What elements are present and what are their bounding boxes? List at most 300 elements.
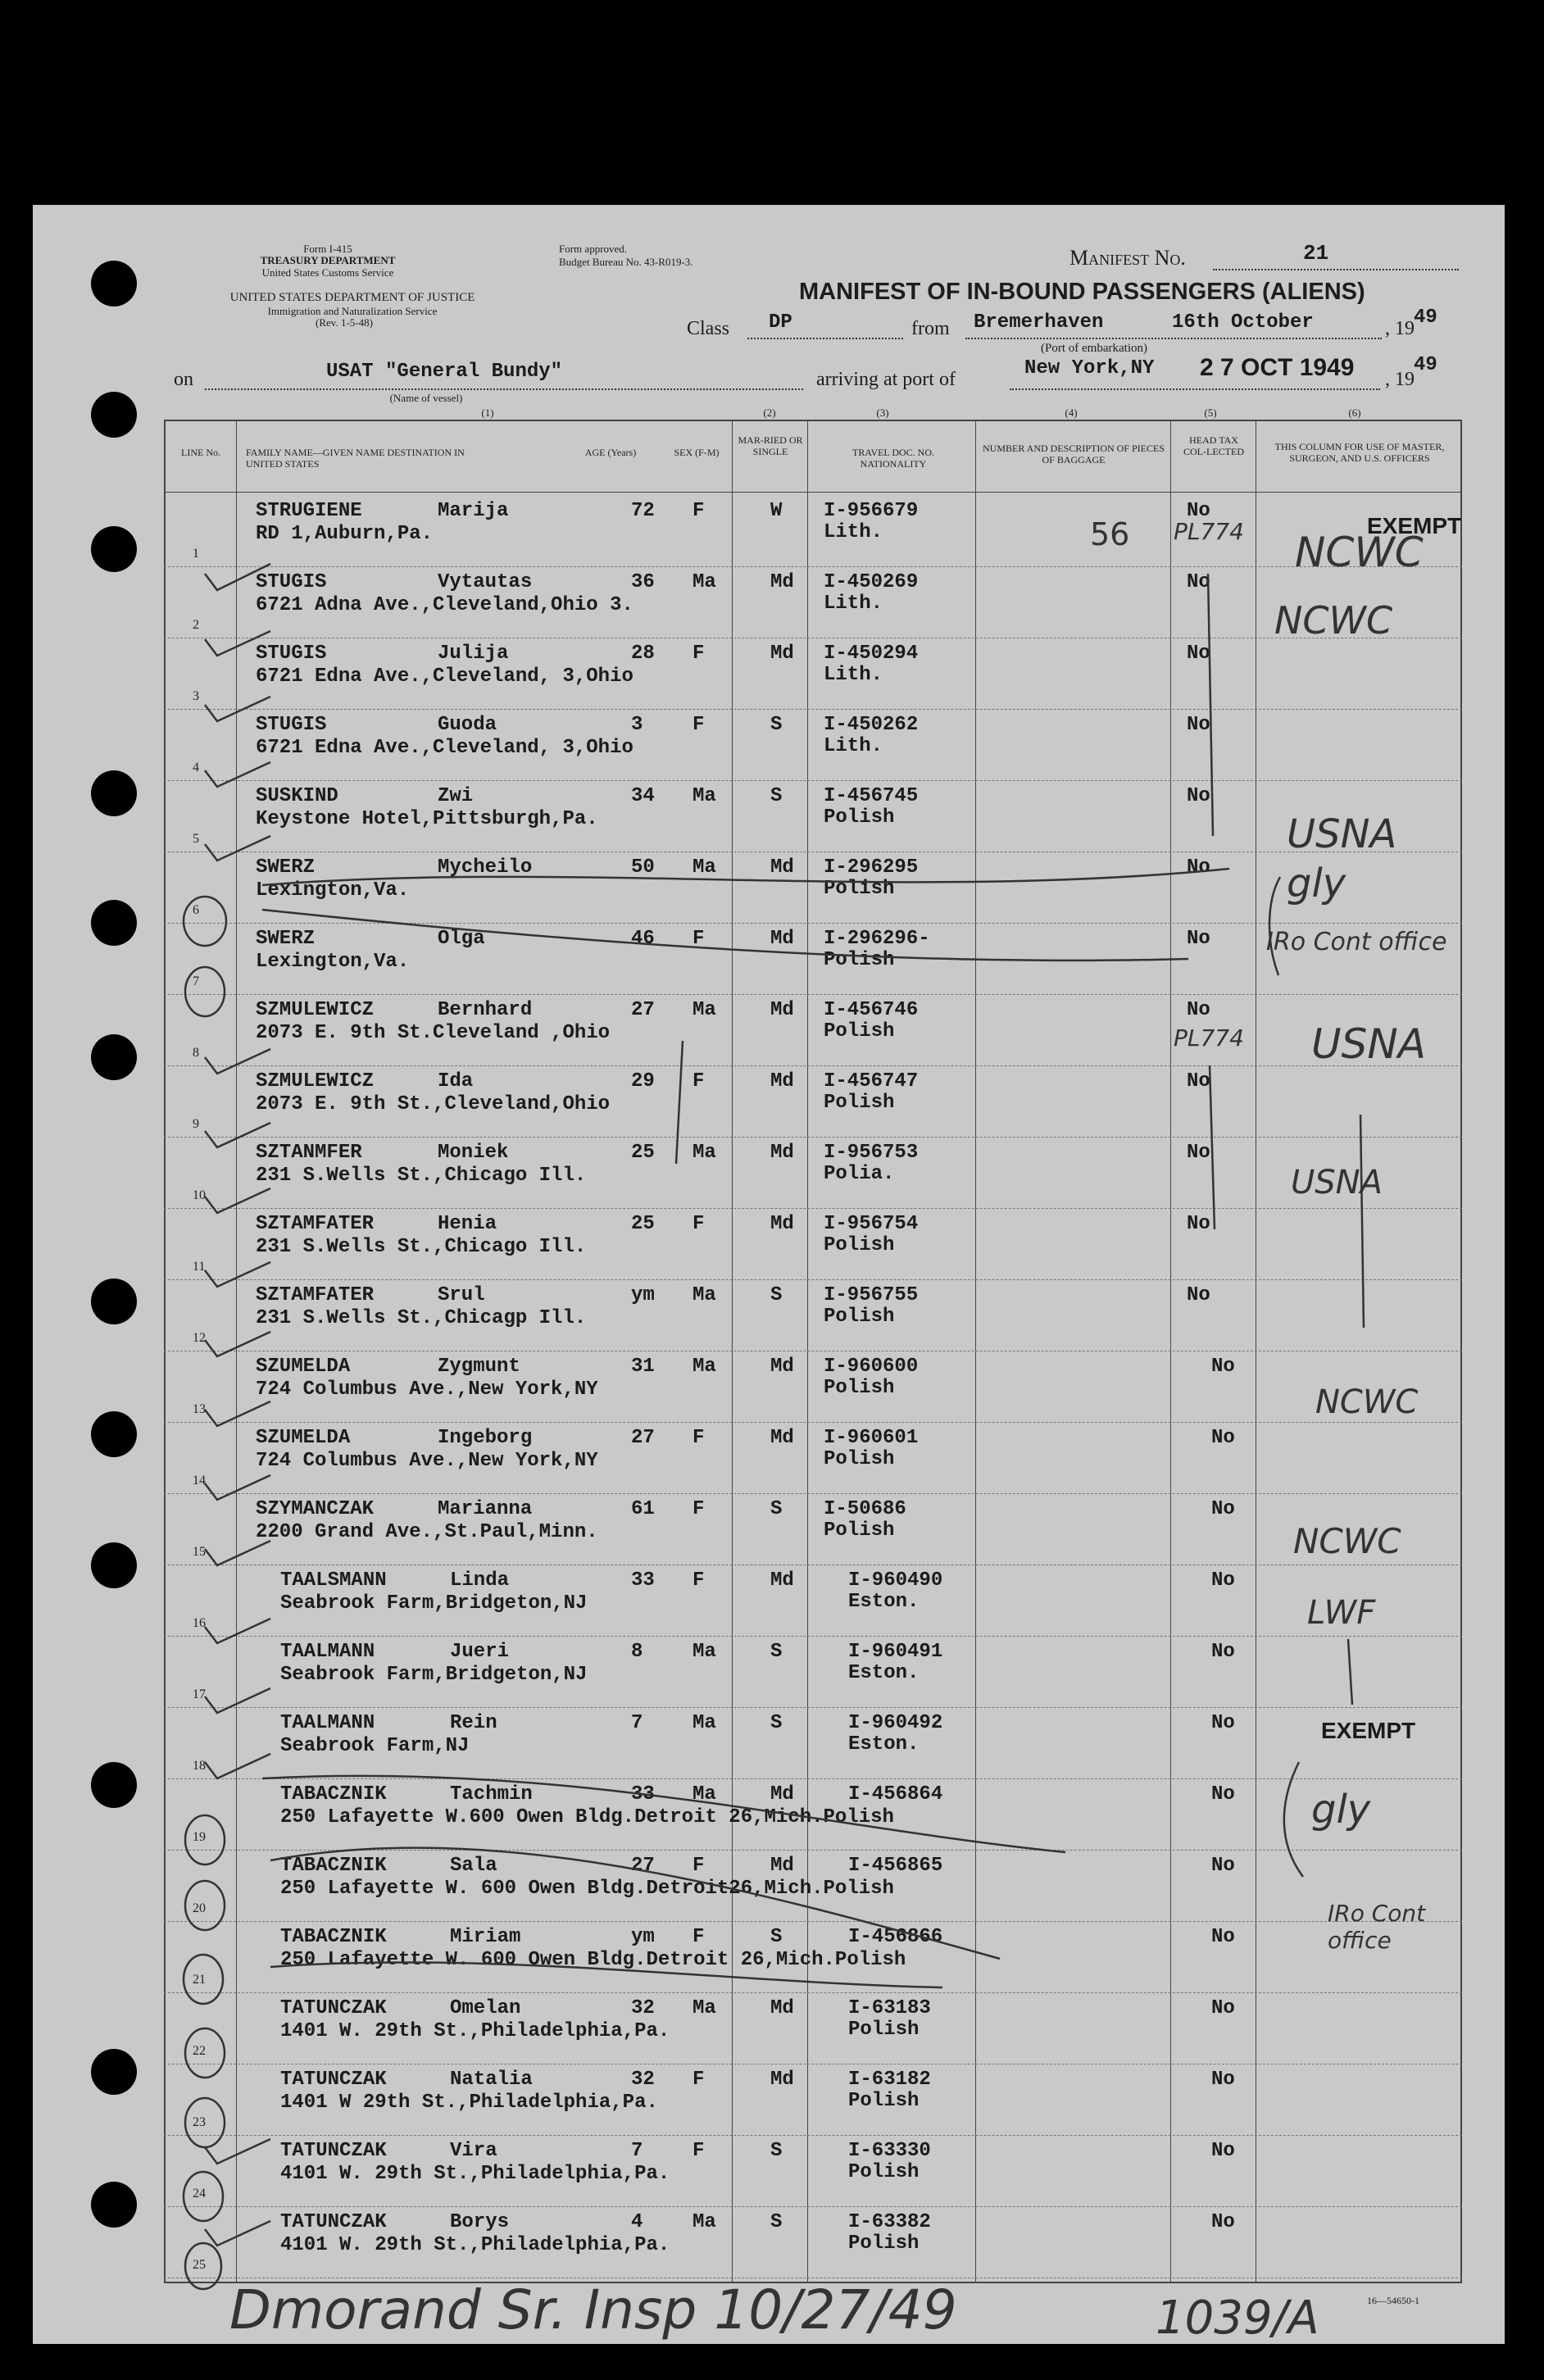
marital-status: S bbox=[770, 1284, 783, 1306]
head-tax: No bbox=[1187, 1070, 1210, 1092]
travel-doc-no: I-956755 bbox=[824, 1284, 919, 1306]
col-head-tax: HEAD TAX COL-LECTED bbox=[1183, 434, 1244, 457]
nationality: Lith. bbox=[824, 735, 883, 757]
agency-note: USNA bbox=[1287, 811, 1397, 857]
marital-status: S bbox=[770, 1498, 783, 1520]
line-number: 7 bbox=[193, 974, 199, 988]
arrival-year-suffix: 49 bbox=[1414, 354, 1437, 376]
row-separator bbox=[164, 1921, 1462, 1922]
initials: gly bbox=[1311, 1787, 1371, 1833]
row-separator bbox=[164, 1065, 1462, 1066]
given-name: Mycheilo bbox=[438, 856, 533, 879]
given-name: Zwi bbox=[438, 785, 474, 807]
col-head-married: MAR-RIED OR SINGLE bbox=[738, 434, 803, 457]
marital-status: Md bbox=[770, 1142, 794, 1164]
sex: F bbox=[693, 1855, 705, 1877]
destination: Seabrook Farm,Bridgeton,NJ bbox=[280, 1664, 588, 1686]
customs-service: United States Customs Service bbox=[261, 266, 394, 279]
justice-dept: UNITED STATES DEPARTMENT OF JUSTICE bbox=[229, 291, 475, 304]
travel-doc-no: I-63382 bbox=[848, 2211, 931, 2233]
age: 27 bbox=[631, 1855, 655, 1877]
line-number: 25 bbox=[193, 2258, 206, 2272]
given-name: Moniek bbox=[438, 1142, 509, 1164]
given-name: Tachmin bbox=[450, 1783, 533, 1805]
given-name: Ida bbox=[438, 1070, 474, 1092]
age: 33 bbox=[631, 1783, 655, 1805]
vessel-name: USAT "General Bundy" bbox=[326, 361, 563, 383]
col-head-travel: TRAVEL DOC. NO. NATIONALITY bbox=[851, 447, 934, 470]
page-note: 1039/A bbox=[1156, 2291, 1319, 2345]
sex: Ma bbox=[693, 1356, 716, 1378]
nationality: Lith. bbox=[824, 521, 883, 543]
embarkation-date: 16th October bbox=[1172, 311, 1314, 334]
pl-mark: PL774 bbox=[1174, 1024, 1244, 1051]
given-name: Henia bbox=[438, 1213, 497, 1235]
given-name: Linda bbox=[450, 1569, 510, 1592]
family-name: SZYMANCZAK bbox=[256, 1498, 375, 1520]
line-number: 8 bbox=[193, 1046, 199, 1060]
head-tax: No bbox=[1187, 714, 1210, 736]
given-name: Omelan bbox=[450, 1997, 521, 2019]
marital-status: Md bbox=[770, 1427, 794, 1449]
given-name: Olga bbox=[438, 928, 485, 950]
marital-status: Md bbox=[770, 999, 794, 1021]
row-separator bbox=[164, 1279, 1462, 1280]
destination: 6721 Adna Ave.,Cleveland,Ohio 3. bbox=[256, 594, 633, 616]
travel-doc-no: I-63183 bbox=[848, 1997, 931, 2019]
age: 61 bbox=[631, 1498, 655, 1520]
marital-status: Md bbox=[770, 1070, 794, 1092]
sex: Ma bbox=[693, 2211, 716, 2233]
line-number: 22 bbox=[193, 2044, 206, 2058]
row-separator bbox=[164, 1707, 1462, 1708]
destination: Lexington,Va. bbox=[256, 879, 410, 902]
destination: Seabrook Farm,Bridgeton,NJ bbox=[280, 1592, 588, 1615]
age: 72 bbox=[631, 500, 655, 522]
sex: F bbox=[693, 2069, 705, 2091]
head-tax: No bbox=[1187, 1284, 1210, 1306]
age: ym bbox=[631, 1926, 655, 1948]
arrival-port: New York,NY bbox=[1024, 357, 1155, 379]
sex: F bbox=[693, 928, 705, 950]
sex: F bbox=[693, 1569, 705, 1592]
col-head-officers: THIS COLUMN FOR USE OF MASTER, SURGEON, AND U.S. OFFICERS bbox=[1274, 441, 1445, 464]
marital-status: Md bbox=[770, 2069, 794, 2091]
given-name: Bernhard bbox=[438, 999, 533, 1021]
marital-status: Md bbox=[770, 643, 794, 665]
given-name: Ingeborg bbox=[438, 1427, 533, 1449]
nationality: Polish bbox=[824, 1377, 895, 1399]
passenger-row bbox=[0, 1709, 1544, 1780]
form-revision: (Rev. 1-5-48) bbox=[316, 316, 373, 329]
head-tax: No bbox=[1187, 643, 1210, 665]
row-separator bbox=[164, 780, 1462, 781]
destination: 2073 E. 9th St.,Cleveland,Ohio bbox=[256, 1093, 611, 1115]
destination: 231 S.Wells St.,Chicago Ill. bbox=[256, 1236, 587, 1258]
col-num-6: (6) bbox=[1348, 407, 1361, 419]
nationality: Polish bbox=[848, 2019, 920, 2041]
travel-doc-no: I-450269 bbox=[824, 571, 919, 593]
row-separator bbox=[164, 923, 1462, 924]
head-tax: No bbox=[1187, 1213, 1210, 1235]
age: 46 bbox=[631, 928, 655, 950]
line-number: 21 bbox=[193, 1973, 206, 1987]
nationality: Polish bbox=[824, 1020, 895, 1042]
travel-doc-no: I-456747 bbox=[824, 1070, 919, 1092]
col-head-age: AGE (Years) bbox=[584, 447, 637, 458]
marital-status: S bbox=[770, 1712, 783, 1734]
marital-status: S bbox=[770, 2140, 783, 2162]
family-name: TABACZNIK bbox=[280, 1926, 387, 1948]
agency-note: NCWC bbox=[1295, 529, 1424, 576]
sex: F bbox=[693, 2140, 705, 2162]
destination: 1401 W 29th St.,Philadelphia,Pa. bbox=[280, 2092, 658, 2114]
destination: Seabrook Farm,NJ bbox=[280, 1735, 470, 1757]
family-name: SWERZ bbox=[256, 928, 316, 950]
agency-note: NCWC bbox=[1315, 1383, 1419, 1421]
destination: Lexington,Va. bbox=[256, 951, 410, 973]
head-tax: No bbox=[1211, 1569, 1235, 1592]
sex: F bbox=[693, 1926, 705, 1948]
form-code: 16—54650-1 bbox=[1367, 2295, 1419, 2306]
row-separator bbox=[164, 2135, 1462, 2136]
arrival-line bbox=[1010, 388, 1380, 390]
col-head-line: LINE No. bbox=[181, 447, 220, 458]
family-name: SZUMELDA bbox=[256, 1356, 351, 1378]
table-top-border bbox=[164, 420, 1462, 421]
marital-status: S bbox=[770, 2211, 783, 2233]
head-tax: No bbox=[1211, 2069, 1235, 2091]
given-name: Marianna bbox=[438, 1498, 533, 1520]
row-separator bbox=[164, 1850, 1462, 1851]
baggage-count: 56 bbox=[1090, 516, 1130, 552]
passenger-row bbox=[0, 2137, 1544, 2208]
marital-status: S bbox=[770, 785, 783, 807]
sex: Ma bbox=[693, 1142, 716, 1164]
head-tax: No bbox=[1211, 1855, 1235, 1877]
age: 27 bbox=[631, 1427, 655, 1449]
nationality: Polish bbox=[848, 2232, 920, 2255]
treasury-dept: TREASURY DEPARTMENT bbox=[260, 254, 396, 266]
given-name: Zygmunt bbox=[438, 1356, 520, 1378]
passenger-row bbox=[0, 1067, 1544, 1138]
form-approved: Form approved. bbox=[559, 243, 628, 255]
family-name: SZTAMFATER bbox=[256, 1213, 375, 1235]
age: 28 bbox=[631, 643, 655, 665]
marital-status: S bbox=[770, 1641, 783, 1663]
given-name: Guoda bbox=[438, 714, 497, 736]
row-separator bbox=[164, 1208, 1462, 1209]
travel-doc-no: I-296295 bbox=[824, 856, 919, 879]
age: 33 bbox=[631, 1569, 655, 1592]
family-name: TATUNCZAK bbox=[280, 2211, 387, 2233]
travel-doc-no: I-960601 bbox=[824, 1427, 919, 1449]
from-label: from bbox=[911, 318, 950, 339]
head-tax: No bbox=[1211, 1712, 1235, 1734]
sex: Ma bbox=[693, 856, 716, 879]
given-name: Jueri bbox=[450, 1641, 510, 1663]
destination: 2073 E. 9th St.Cleveland ,Ohio bbox=[256, 1022, 611, 1044]
head-tax: No bbox=[1187, 1142, 1210, 1164]
sex: Ma bbox=[693, 999, 716, 1021]
given-name: Vytautas bbox=[438, 571, 533, 593]
head-tax: No bbox=[1211, 1997, 1235, 2019]
nationality: Polish bbox=[848, 2161, 920, 2183]
sex: Ma bbox=[693, 1284, 716, 1306]
family-name: STUGIS bbox=[256, 571, 327, 593]
nationality: Polish bbox=[824, 949, 895, 971]
age: 34 bbox=[631, 785, 655, 807]
nationality: Polish bbox=[824, 1448, 895, 1470]
line-number: 6 bbox=[193, 903, 199, 917]
line-number: 18 bbox=[193, 1759, 206, 1773]
sex: Ma bbox=[693, 1783, 716, 1805]
family-name: TATUNCZAK bbox=[280, 2069, 387, 2091]
age: 32 bbox=[631, 1997, 655, 2019]
sex: Ma bbox=[693, 1712, 716, 1734]
nationality: Lith. bbox=[824, 593, 883, 615]
sex: F bbox=[693, 500, 705, 522]
line-number: 16 bbox=[193, 1616, 206, 1630]
col-head-name: FAMILY NAME—GIVEN NAME DESTINATION IN UNITED STATES bbox=[246, 447, 465, 470]
passenger-row bbox=[0, 639, 1544, 711]
line-number: 24 bbox=[193, 2187, 206, 2201]
marital-status: Md bbox=[770, 571, 794, 593]
line-number: 10 bbox=[193, 1188, 206, 1202]
travel-doc-no: I-296296- bbox=[824, 928, 930, 950]
manifest-no-label: Manifest No. bbox=[1069, 246, 1186, 270]
travel-doc-no: I-50686 bbox=[824, 1498, 906, 1520]
inspector-signature: Dmorand Sr. Insp 10/27/49 bbox=[229, 2278, 957, 2341]
sex: F bbox=[693, 714, 705, 736]
sex: Ma bbox=[693, 571, 716, 593]
head-tax: No bbox=[1211, 1641, 1235, 1663]
age: 7 bbox=[631, 1712, 643, 1734]
head-tax: No bbox=[1211, 2140, 1235, 2162]
destination: Keystone Hotel,Pittsburgh,Pa. bbox=[256, 808, 598, 830]
destination: RD 1,Auburn,Pa. bbox=[256, 523, 434, 545]
class-label: Class bbox=[687, 318, 730, 339]
row-separator bbox=[164, 709, 1462, 710]
form-number: Form I-415 bbox=[303, 243, 352, 255]
destination: 250 Lafayette W.600 Owen Bldg.Detroit 26,Mich.Polish bbox=[280, 1806, 894, 1828]
family-name: STRUGIENE bbox=[256, 500, 362, 522]
port-embarkation-caption: (Port of embarkation) bbox=[1041, 342, 1147, 355]
nationality: Polia. bbox=[824, 1163, 895, 1185]
age: 29 bbox=[631, 1070, 655, 1092]
family-name: TABACZNIK bbox=[280, 1855, 387, 1877]
destination: 250 Lafayette W. 600 Owen Bldg.Detroit26,Mich.Polish bbox=[280, 1878, 894, 1900]
col-head-baggage: NUMBER AND DESCRIPTION OF PIECES OF BAGGAGE bbox=[982, 443, 1165, 466]
family-name: SZTAMFATER bbox=[256, 1284, 375, 1306]
nationality: Polish bbox=[824, 806, 895, 829]
sex: F bbox=[693, 1213, 705, 1235]
agency-note: LWF bbox=[1307, 1594, 1376, 1632]
class-line bbox=[747, 338, 903, 339]
on-label: on bbox=[174, 369, 193, 390]
nationality: Polish bbox=[824, 1234, 895, 1256]
manifest-title: MANIFEST OF IN-BOUND PASSENGERS (ALIENS) bbox=[799, 279, 1365, 305]
line-number: 13 bbox=[193, 1402, 206, 1416]
punch-hole bbox=[91, 261, 137, 307]
marital-status: Md bbox=[770, 1356, 794, 1378]
vessel-caption: (Name of vessel) bbox=[389, 392, 463, 404]
head-tax: No bbox=[1187, 500, 1210, 522]
travel-doc-no: I-960492 bbox=[848, 1712, 943, 1734]
passenger-row bbox=[0, 1923, 1544, 1994]
marital-status: S bbox=[770, 714, 783, 736]
travel-doc-no: I-456746 bbox=[824, 999, 919, 1021]
sex: Ma bbox=[693, 1641, 716, 1663]
class-value: DP bbox=[769, 311, 792, 334]
nationality: Polish bbox=[824, 878, 895, 900]
destination: 231 S.Wells St.,Chicagp Ill. bbox=[256, 1307, 587, 1329]
travel-doc-no: I-63182 bbox=[848, 2069, 931, 2091]
iro-note: IRo Cont office bbox=[1266, 928, 1447, 956]
passenger-row bbox=[0, 1637, 1544, 1709]
row-separator bbox=[164, 994, 1462, 995]
travel-doc-no: I-63330 bbox=[848, 2140, 931, 2162]
given-name: Natalia bbox=[450, 2069, 533, 2091]
line-number: 15 bbox=[193, 1545, 206, 1559]
destination: 250 Lafayette W. 600 Owen Bldg.Detroit 26,Mich.Polish bbox=[280, 1949, 906, 1971]
iro-note: IRo Cont office bbox=[1328, 1900, 1426, 1954]
age: 25 bbox=[631, 1142, 655, 1164]
age: 3 bbox=[631, 714, 643, 736]
agency-note: USNA bbox=[1291, 1164, 1383, 1201]
col-num-3: (3) bbox=[876, 407, 889, 419]
marital-status: Md bbox=[770, 1783, 794, 1805]
nationality: Polish bbox=[824, 1519, 895, 1542]
budget-bureau: Budget Bureau No. 43-R019-3. bbox=[559, 256, 693, 268]
year-suffix: 49 bbox=[1414, 307, 1437, 329]
family-name: STUGIS bbox=[256, 643, 327, 665]
line-number: 12 bbox=[193, 1331, 206, 1345]
marital-status: Md bbox=[770, 1855, 794, 1877]
passenger-row bbox=[0, 1424, 1544, 1495]
age: 36 bbox=[631, 571, 655, 593]
line-number: 23 bbox=[193, 2115, 206, 2129]
arrival-date-stamp: 2 7 OCT 1949 bbox=[1200, 354, 1355, 381]
punch-hole bbox=[91, 392, 137, 438]
travel-doc-no: I-456745 bbox=[824, 785, 919, 807]
nationality: Polish bbox=[824, 1092, 895, 1114]
pl-mark: PL774 bbox=[1174, 518, 1244, 545]
nationality: Eston. bbox=[848, 1591, 920, 1613]
marital-status: W bbox=[770, 500, 783, 522]
head-tax: No bbox=[1187, 571, 1210, 593]
arriving-label: arriving at port of bbox=[816, 369, 956, 390]
sex: F bbox=[693, 643, 705, 665]
marital-status: Md bbox=[770, 1569, 794, 1592]
row-separator bbox=[164, 1992, 1462, 1993]
given-name: Julija bbox=[438, 643, 509, 665]
head-tax: No bbox=[1211, 1356, 1235, 1378]
destination: 231 S.Wells St.,Chicago Ill. bbox=[256, 1165, 587, 1187]
head-tax: No bbox=[1187, 785, 1210, 807]
initials: gly bbox=[1287, 861, 1346, 906]
family-name: TATUNCZAK bbox=[280, 2140, 387, 2162]
age: 25 bbox=[631, 1213, 655, 1235]
line-number: 20 bbox=[193, 1901, 206, 1915]
passenger-row bbox=[0, 1851, 1544, 1923]
row-separator bbox=[164, 1636, 1462, 1637]
head-tax: No bbox=[1187, 928, 1210, 950]
destination: 1401 W. 29th St.,Philadelphia,Pa. bbox=[280, 2020, 670, 2042]
passenger-row bbox=[0, 1352, 1544, 1424]
travel-doc-no: I-456864 bbox=[848, 1783, 943, 1805]
travel-doc-no: I-956753 bbox=[824, 1142, 919, 1164]
age: 32 bbox=[631, 2069, 655, 2091]
destination: 724 Columbus Ave.,New York,NY bbox=[256, 1378, 598, 1401]
travel-doc-no: I-956679 bbox=[824, 500, 919, 522]
row-separator bbox=[164, 566, 1462, 567]
travel-doc-no: I-456865 bbox=[848, 1855, 943, 1877]
row-separator bbox=[164, 1493, 1462, 1494]
col-num-5: (5) bbox=[1204, 407, 1217, 419]
from-line bbox=[965, 338, 1382, 339]
row-separator bbox=[164, 1778, 1462, 1779]
family-name: SZTANMFER bbox=[256, 1142, 362, 1164]
passenger-row bbox=[0, 2208, 1544, 2279]
line-number: 11 bbox=[193, 1260, 206, 1274]
family-name: SUSKIND bbox=[256, 785, 338, 807]
marital-status: Md bbox=[770, 1213, 794, 1235]
given-name: Marija bbox=[438, 500, 509, 522]
line-number: 4 bbox=[193, 761, 199, 774]
sex: Ma bbox=[693, 1997, 716, 2019]
nationality: Polish bbox=[848, 2090, 920, 2112]
col-num-2: (2) bbox=[763, 407, 776, 419]
nationality: Polish bbox=[824, 1306, 895, 1328]
family-name: SZMULEWICZ bbox=[256, 1070, 375, 1092]
family-name: SWERZ bbox=[256, 856, 316, 879]
passenger-row bbox=[0, 1210, 1544, 1281]
given-name: Rein bbox=[450, 1712, 497, 1734]
head-tax: No bbox=[1211, 2211, 1235, 2233]
age: ym bbox=[631, 1284, 655, 1306]
travel-doc-no: I-960491 bbox=[848, 1641, 943, 1663]
nationality: Lith. bbox=[824, 664, 883, 686]
travel-doc-no: I-956754 bbox=[824, 1213, 919, 1235]
destination: 6721 Edna Ave.,Cleveland, 3,Ohio bbox=[256, 737, 633, 759]
family-name: TATUNCZAK bbox=[280, 1997, 387, 2019]
col-head-sex: SEX (F-M) bbox=[674, 447, 720, 458]
given-name: Borys bbox=[450, 2211, 510, 2233]
line-number: 5 bbox=[193, 832, 199, 846]
family-name: SZUMELDA bbox=[256, 1427, 351, 1449]
marital-status: Md bbox=[770, 856, 794, 879]
year-prefix: , 19 bbox=[1385, 318, 1415, 339]
sex: F bbox=[693, 1427, 705, 1449]
destination: 724 Columbus Ave.,New York,NY bbox=[256, 1450, 598, 1472]
marital-status: Md bbox=[770, 928, 794, 950]
sex: Ma bbox=[693, 785, 716, 807]
age: 8 bbox=[631, 1641, 643, 1663]
agency-note: NCWC bbox=[1274, 598, 1393, 643]
row-separator bbox=[164, 2206, 1462, 2207]
nationality: Eston. bbox=[848, 1733, 920, 1755]
age: 27 bbox=[631, 999, 655, 1021]
travel-doc-no: I-456866 bbox=[848, 1926, 943, 1948]
given-name: Sala bbox=[450, 1855, 497, 1877]
line-number: 1 bbox=[193, 547, 199, 561]
exempt-stamp: EXEMPT bbox=[1367, 513, 1462, 538]
destination: 6721 Edna Ave.,Cleveland, 3,Ohio bbox=[256, 665, 633, 688]
arrival-year-prefix: , 19 bbox=[1385, 369, 1415, 390]
destination: 4101 W. 29th St.,Philadelphia,Pa. bbox=[280, 2163, 670, 2185]
line-number: 3 bbox=[193, 689, 199, 703]
